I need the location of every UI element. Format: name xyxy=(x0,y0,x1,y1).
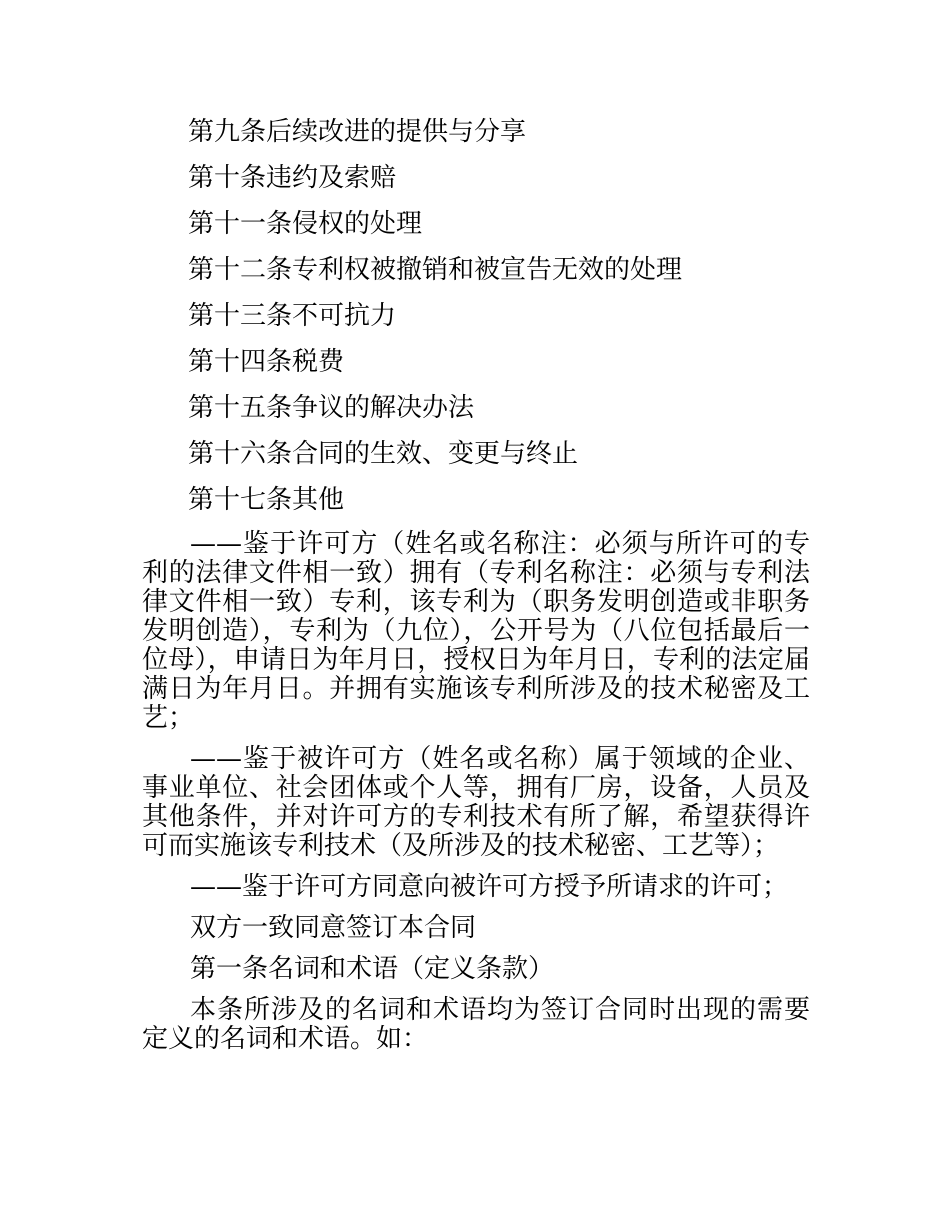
toc-line-article-9: 第九条后续改进的提供与分享 xyxy=(188,117,527,147)
toc-line-article-16: 第十六条合同的生效、变更与终止 xyxy=(188,439,579,469)
article-1-heading: 第一条名词和术语（定义条款） xyxy=(190,954,555,984)
paragraph-licensee-recital: ——鉴于被许可方（姓名或名称）属于领域的企业、事业单位、社会团体或个人等，拥有厂房，设备，人员及其他条件，并对许可方的专利技术有所了解，希望获得许可而实施该专利技术（及所涉及的技术秘密、工艺等）； xyxy=(142,744,810,861)
toc-line-article-12: 第十二条专利权被撤销和被宣告无效的处理 xyxy=(188,255,683,285)
toc-line-article-15: 第十五条争议的解决办法 xyxy=(188,393,475,423)
paragraph-agreement-statement: 双方一致同意签订本合同 xyxy=(190,913,477,943)
paragraph-definitions-intro: 本条所涉及的名词和术语均为签订合同时出现的需要定义的名词和术语。如： xyxy=(142,995,810,1054)
toc-line-article-10: 第十条违约及索赔 xyxy=(188,163,397,193)
paragraph-licensor-recital: ——鉴于许可方（姓名或名称注：必须与所许可的专利的法律文件相一致）拥有（专利名称注：必须与专利法律文件相一致）专利，该专利为（职务发明创造或非职务发明创造），专利为（九位），公开号为（八位包括最后一位母），申请日为年月日，授权日为年月日，专利的法定届满日为年月日。并拥有实施该专利所涉及的技术秘密及工艺； xyxy=(142,529,810,733)
toc-line-article-11: 第十一条侵权的处理 xyxy=(188,209,423,239)
paragraph-consent-recital: ——鉴于许可方同意向被许可方授予所请求的许可； xyxy=(190,872,789,902)
toc-line-article-14: 第十四条税费 xyxy=(188,347,345,377)
toc-line-article-13: 第十三条不可抗力 xyxy=(188,301,397,331)
toc-line-article-17: 第十七条其他 xyxy=(188,485,345,515)
